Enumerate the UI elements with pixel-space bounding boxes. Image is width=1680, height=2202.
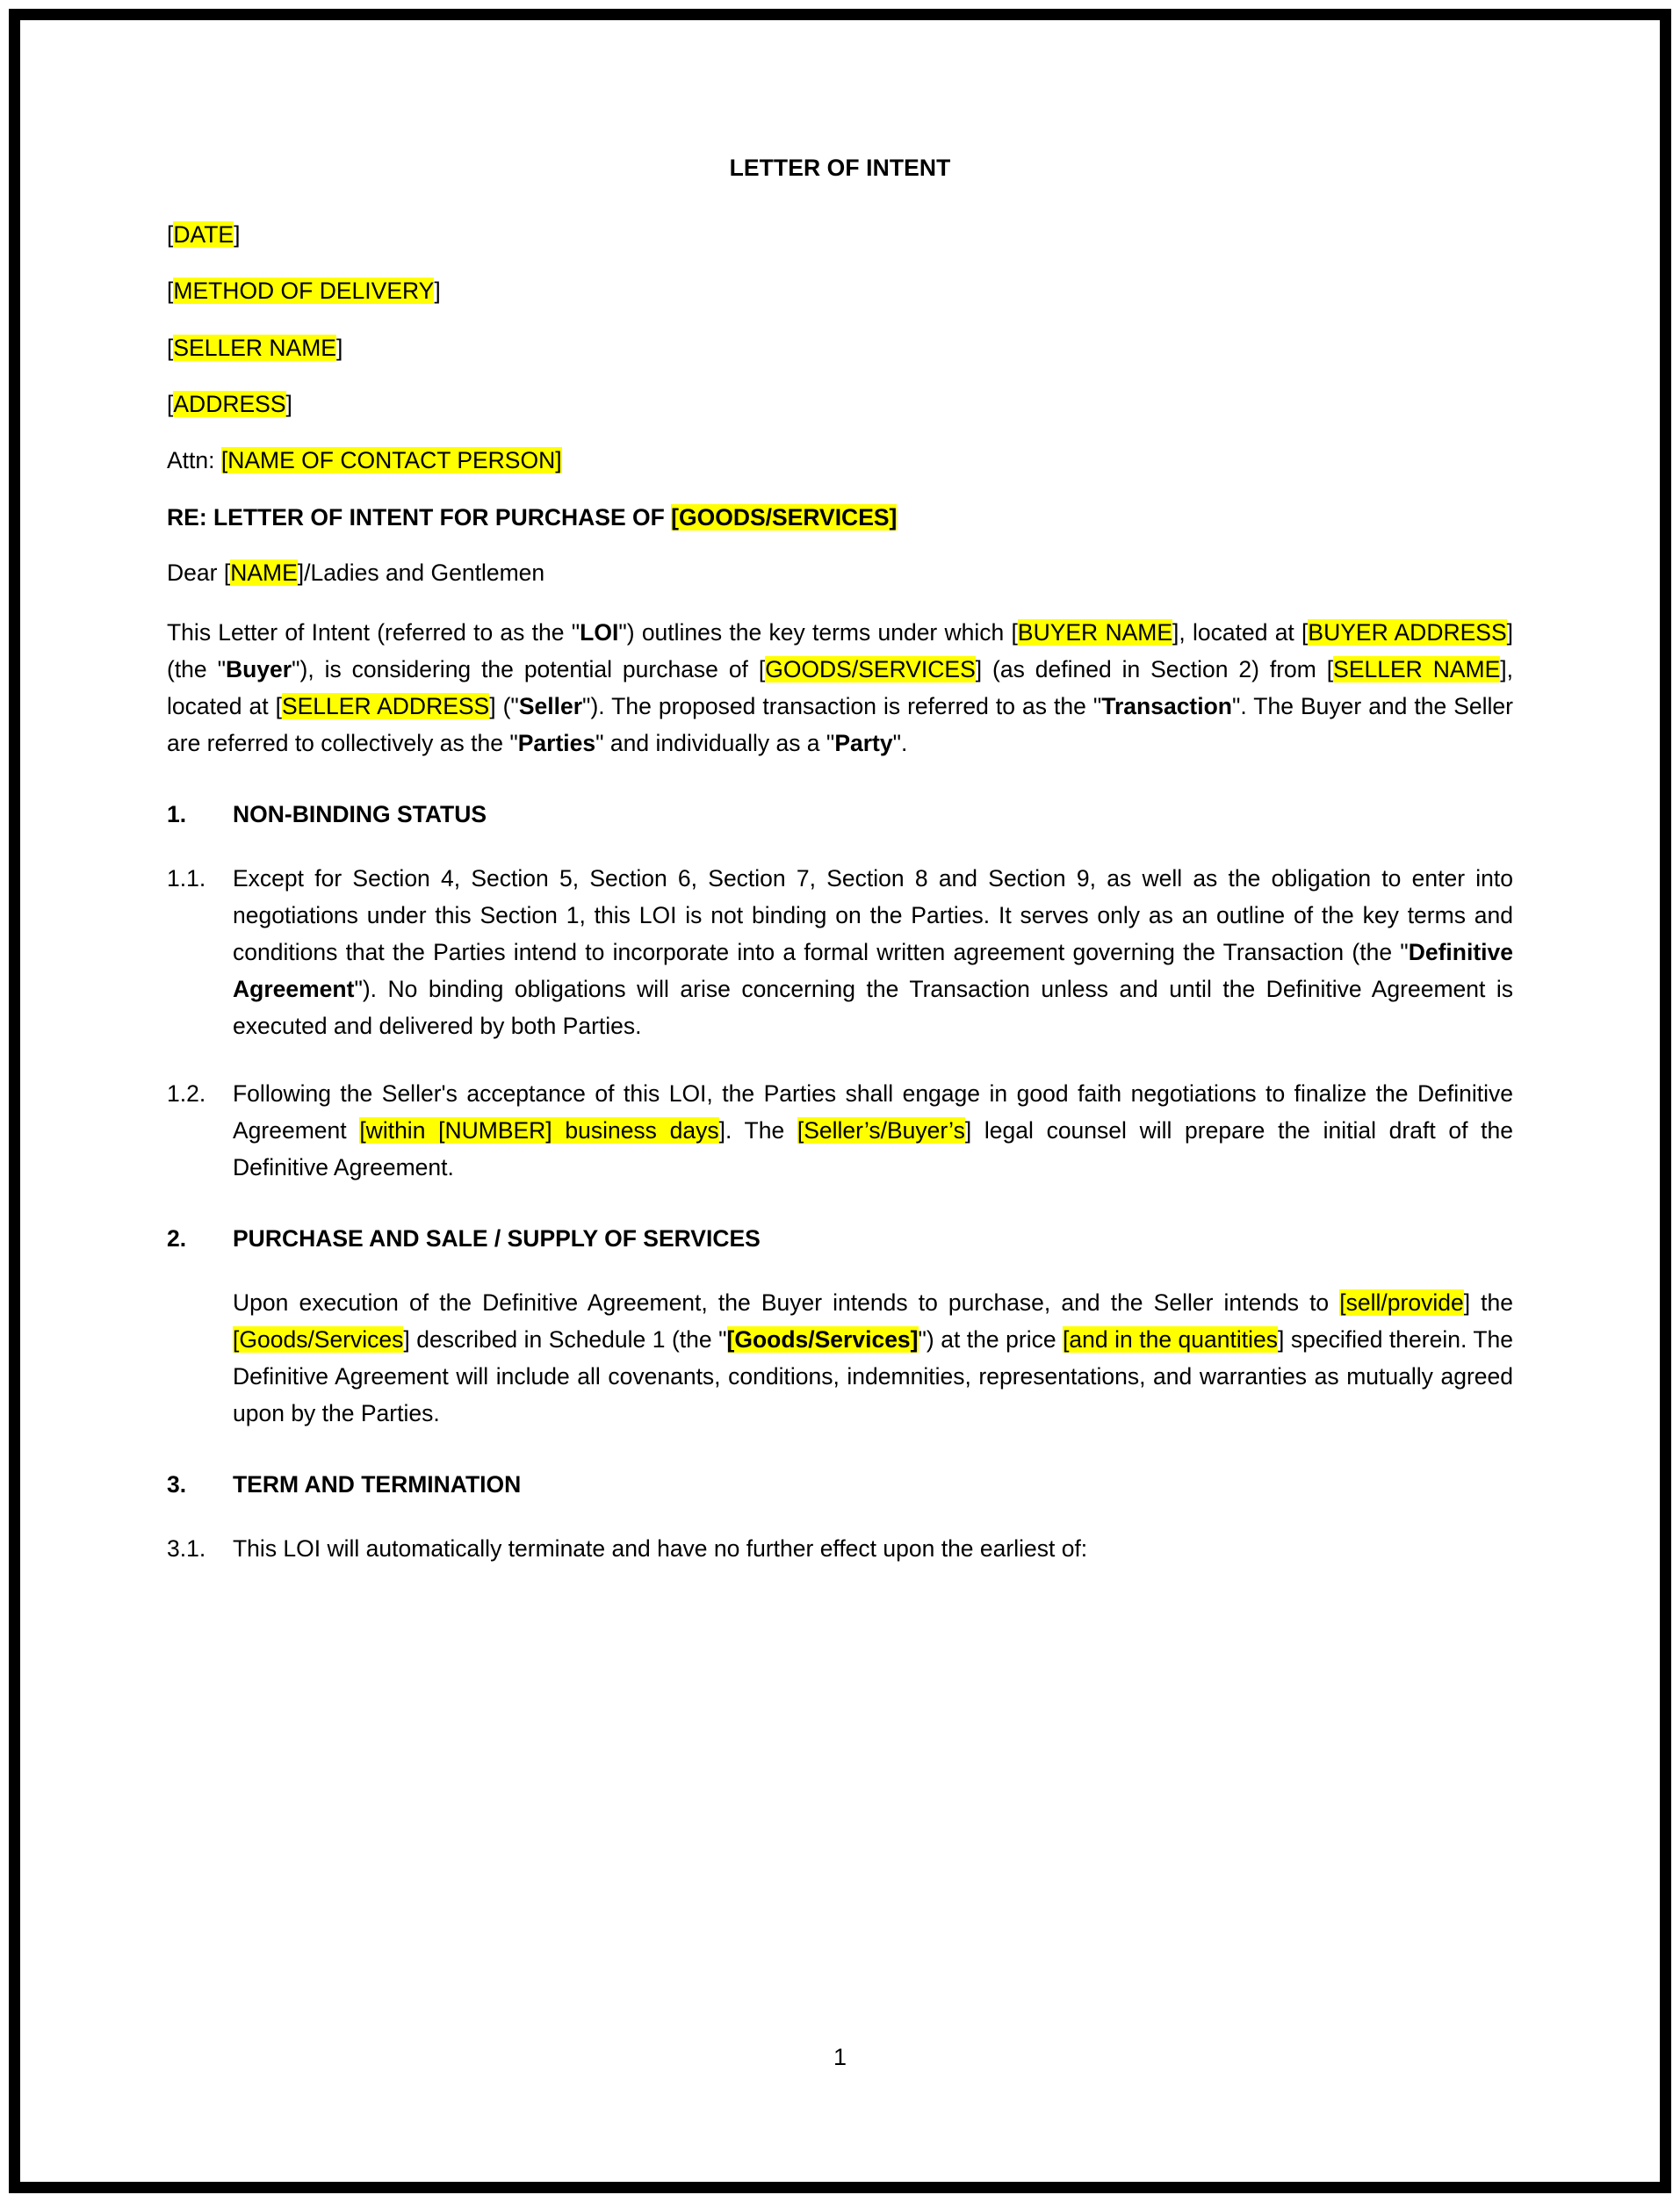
intro-text: This Letter of Intent (referred to as the " <box>167 619 580 646</box>
intro-text: "), is considering the potential purchase of <box>292 656 759 683</box>
section-title: NON-BINDING STATUS <box>233 800 487 827</box>
section-number: 2. <box>167 1225 187 1253</box>
address-line <box>167 390 1513 418</box>
bracket-open: [ <box>1301 619 1309 646</box>
seller-address-placeholder: SELLER ADDRESS <box>281 693 490 720</box>
salutation-suffix: ]/Ladies and Gentlemen <box>297 559 545 586</box>
intro-text: " and individually as a " <box>595 729 835 756</box>
delivery-method-line <box>167 277 1513 305</box>
bracket-open: [ <box>167 390 174 417</box>
term-goods-services: [Goods/Services] <box>726 1326 919 1354</box>
bracket-open: [ <box>758 656 766 683</box>
subject-line <box>167 503 1513 531</box>
term-buyer: Buyer <box>225 656 292 683</box>
attention-label: Attn: <box>167 447 221 474</box>
bracket-close: ] <box>434 278 441 305</box>
document-content <box>167 155 1513 1568</box>
goods-services-placeholder: GOODS/SERVICES <box>765 656 976 683</box>
subject-prefix: RE: LETTER OF INTENT FOR PURCHASE OF <box>167 503 672 531</box>
clause-text-part: ]. The <box>718 1117 797 1144</box>
clause-text-part: Except for Section 4, Section 5, Section 6, Section 7, Section 8 and Section 9, as well as the obligation to enter into negotiations under this Section 1, this LOI is not binding on the Parties. It serves only as an outline of the key terms and conditions that the Parties intend to incorporate into a formal written agreement governing the Transaction (the " <box>233 865 1513 965</box>
section-heading-2 <box>167 1224 1513 1253</box>
goods-services-placeholder: [GOODS/SERVICES] <box>671 503 898 531</box>
page-number: 1 <box>833 2044 847 2070</box>
clause-text <box>233 861 1513 1044</box>
term-transaction: Transaction <box>1101 693 1232 720</box>
salutation-prefix: Dear <box>167 559 224 586</box>
intro-text: "). The proposed transaction is referred to as the " <box>582 693 1102 720</box>
section-2-body <box>233 1285 1513 1432</box>
quantities-placeholder: [and in the quantities <box>1063 1326 1278 1354</box>
clause-1-1 <box>167 861 1513 1044</box>
body-text-part: ] specified therein. The Definitive Agreement will include all covenants, conditions, indemnities, representations, and warranties as mutually agreed upon by the Parties. <box>233 1326 1513 1427</box>
section-number: 3. <box>167 1470 187 1498</box>
bracket-open: [ <box>223 559 231 586</box>
bracket-open: [ <box>167 278 174 305</box>
clause-1-2 <box>167 1076 1513 1187</box>
sell-provide-placeholder: [sell/provide <box>1339 1289 1464 1317</box>
page-title: LETTER OF INTENT <box>729 155 951 181</box>
bracket-open: [ <box>1326 656 1334 683</box>
clause-number: 1.1. <box>167 865 206 892</box>
clause-text-part: Following the Seller's acceptance of this LOI, the Parties shall engage in good faith negotiations to finalize the Definitive Agreement <box>233 1080 1513 1144</box>
buyer-name-placeholder: BUYER NAME <box>1017 619 1173 646</box>
name-placeholder: NAME <box>230 559 298 586</box>
intro-paragraph <box>167 615 1513 762</box>
bracket-open: [ <box>1011 619 1018 646</box>
section-number: 1. <box>167 800 187 827</box>
seller-buyer-placeholder: [Seller’s/Buyer’s <box>797 1117 965 1144</box>
clause-text: This LOI will automatically terminate and have no further effect upon the earliest of: <box>233 1535 1088 1563</box>
buyer-address-placeholder: BUYER ADDRESS <box>1308 619 1507 646</box>
body-text-part: Upon execution of the Definitive Agreement, the Buyer intends to purchase, and the Seller intends to <box>233 1289 1340 1317</box>
section-heading-1 <box>167 799 1513 829</box>
body-text-part: ] described in Schedule 1 (the " <box>403 1326 727 1354</box>
term-parties: Parties <box>517 729 596 756</box>
intro-text: ] (" <box>489 693 519 720</box>
bracket-close: ] <box>285 390 292 417</box>
clause-number: 3.1. <box>167 1535 206 1563</box>
contact-person-placeholder: [NAME OF CONTACT PERSON] <box>220 447 562 474</box>
term-seller: Seller <box>518 693 583 720</box>
clause-3-1 <box>167 1531 1513 1568</box>
term-party: Party <box>834 729 893 756</box>
bracket-open: [ <box>275 693 282 720</box>
salutation-line <box>167 559 1513 587</box>
body-text-part: ] the <box>1463 1289 1513 1317</box>
intro-text: ], located at <box>167 656 1513 720</box>
section-heading-3 <box>167 1469 1513 1499</box>
business-days-placeholder: [within [NUMBER] business days <box>359 1117 719 1144</box>
date-placeholder: DATE <box>173 221 234 248</box>
bracket-close: ] <box>335 334 343 361</box>
goods-services-placeholder: [Goods/Services <box>233 1326 404 1354</box>
bracket-open: [ <box>167 221 174 248</box>
body-text-part: ") at the price <box>918 1326 1064 1354</box>
intro-text: ". The Buyer and the Seller are referred to collectively as the " <box>167 693 1513 756</box>
clause-text-part: ] legal counsel will prepare the initial draft of the Definitive Agreement. <box>233 1117 1513 1181</box>
clause-text <box>233 1076 1513 1187</box>
seller-name-placeholder: SELLER NAME <box>173 334 336 361</box>
seller-name-line <box>167 334 1513 362</box>
seller-name-placeholder: SELLER NAME <box>1333 656 1501 683</box>
attention-line <box>167 446 1513 474</box>
term-loi: LOI <box>580 619 619 646</box>
section-title: PURCHASE AND SALE / SUPPLY OF SERVICES <box>233 1225 761 1253</box>
intro-text: ] (the " <box>167 619 1513 683</box>
intro-text: ], located at <box>1172 619 1302 646</box>
section-title: TERM AND TERMINATION <box>233 1470 522 1498</box>
intro-text: ] (as defined in Section 2) from <box>975 656 1327 683</box>
bracket-open: [ <box>167 334 174 361</box>
date-line <box>167 220 1513 249</box>
clause-number: 1.2. <box>167 1080 206 1108</box>
clause-text-part: "). No binding obligations will arise concerning the Transaction unless and until the Definitive Agreement is executed and delivered by both Parties. <box>233 975 1513 1039</box>
address-placeholder: ADDRESS <box>173 390 286 417</box>
intro-text: ". <box>892 729 908 756</box>
term-definitive-agreement: Definitive Agreement <box>233 938 1513 1002</box>
bracket-close: ] <box>234 221 241 248</box>
intro-text: ") outlines the key terms under which <box>618 619 1012 646</box>
delivery-method-placeholder: METHOD OF DELIVERY <box>173 278 435 305</box>
